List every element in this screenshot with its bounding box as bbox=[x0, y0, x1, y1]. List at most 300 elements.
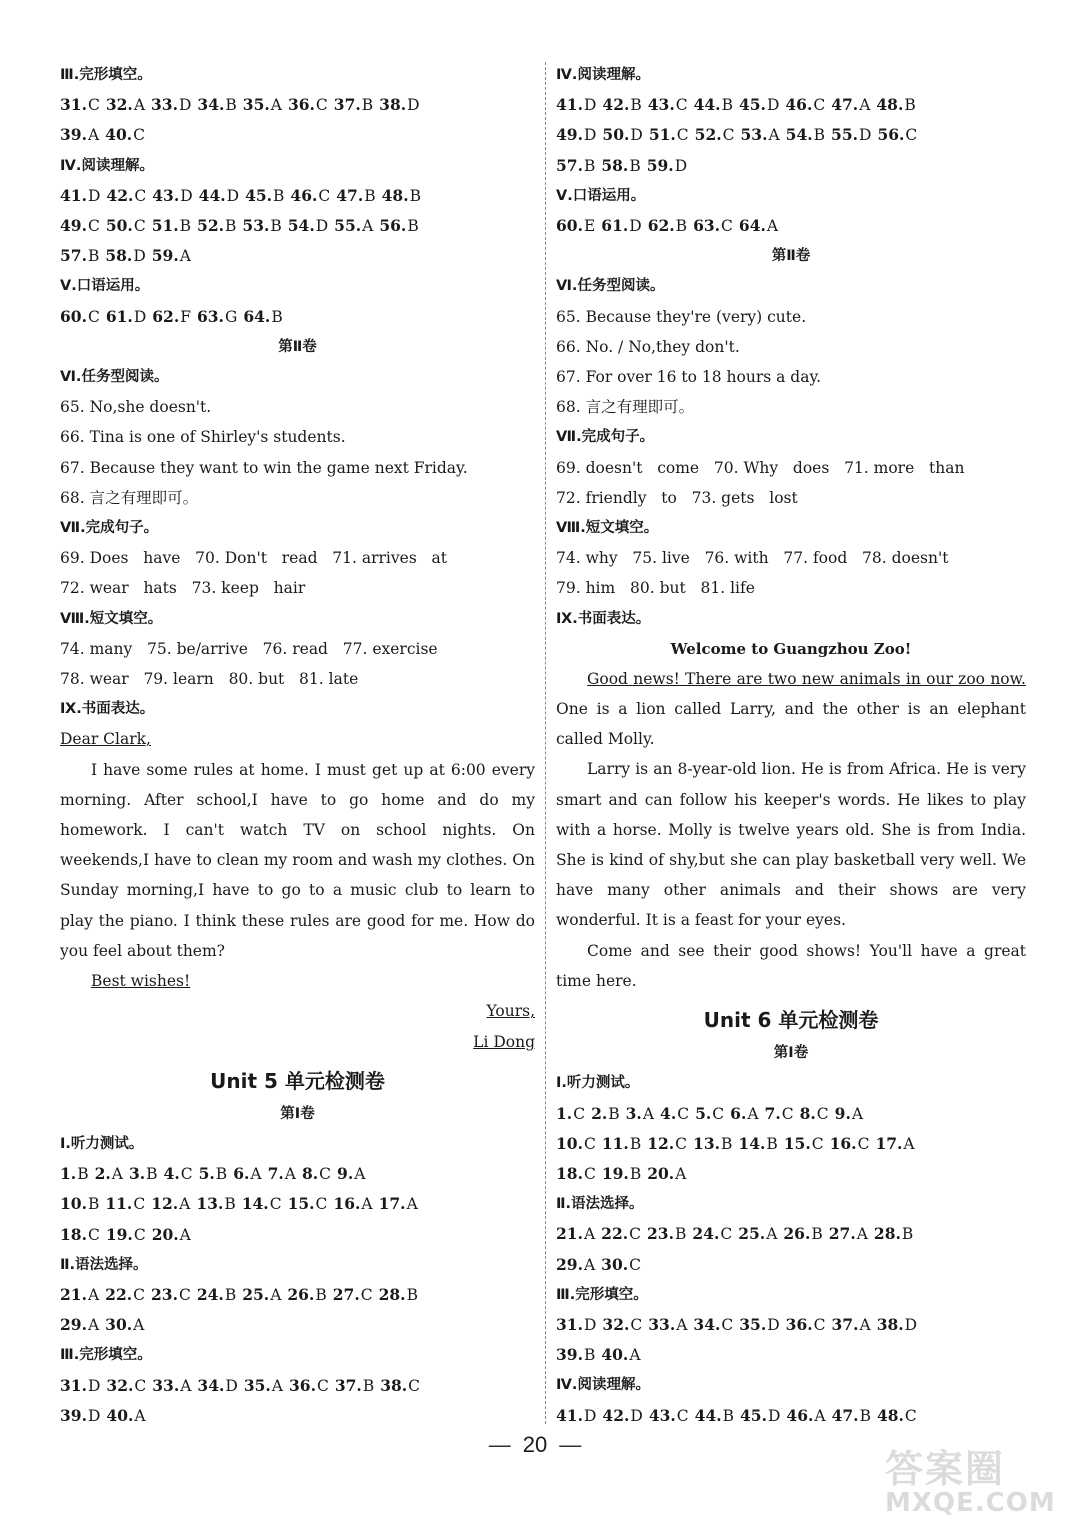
answer-item bbox=[379, 1280, 418, 1310]
answer-item bbox=[738, 1129, 777, 1159]
volume-heading: 第Ⅱ卷 bbox=[278, 338, 317, 355]
answer-number: 63. bbox=[196, 306, 224, 326]
answer-item bbox=[106, 90, 145, 120]
answer-item bbox=[601, 1340, 640, 1370]
answer-item bbox=[602, 1159, 641, 1189]
answer-number: 7. bbox=[764, 1103, 781, 1123]
section-label: Ⅳ.阅读理解。 bbox=[556, 67, 650, 83]
section-label: Ⅲ.完形填空。 bbox=[60, 1347, 152, 1364]
answer-item bbox=[288, 90, 328, 120]
answer-item bbox=[647, 1219, 686, 1249]
answer-letter: A bbox=[768, 126, 780, 145]
answer-letter: C bbox=[904, 1406, 917, 1425]
answer-number: 32. bbox=[602, 1314, 630, 1334]
answer-row bbox=[60, 241, 535, 271]
answer-number: 42. bbox=[106, 185, 134, 205]
answer-item bbox=[800, 1099, 829, 1129]
answer-row bbox=[60, 1220, 535, 1250]
answer-letter: D bbox=[87, 1376, 101, 1395]
answer-letter: B bbox=[406, 1285, 418, 1304]
answer-letter: A bbox=[179, 1195, 191, 1214]
answer-letter: C bbox=[134, 186, 147, 205]
answer-row bbox=[60, 211, 535, 241]
section-label: Ⅵ.任务型阅读。 bbox=[60, 369, 169, 386]
answer-item bbox=[602, 1310, 642, 1340]
answer-letter: C bbox=[583, 1164, 596, 1183]
answer-item bbox=[335, 1371, 374, 1401]
answer-item bbox=[556, 1310, 596, 1340]
answer-number: 18. bbox=[60, 1224, 87, 1244]
answer-letter: B bbox=[722, 1406, 735, 1425]
answer-letter: D bbox=[583, 96, 597, 115]
answer-letter: B bbox=[901, 1225, 914, 1244]
answer-number: 1. bbox=[60, 1164, 77, 1184]
answer-letter: A bbox=[583, 1255, 596, 1274]
answer-letter: C bbox=[816, 1104, 829, 1123]
answer-letter: C bbox=[676, 1406, 689, 1425]
answer-letter: C bbox=[712, 1104, 725, 1123]
answer-item bbox=[786, 120, 825, 150]
answer-number: 20. bbox=[151, 1224, 179, 1244]
answer-number: 56. bbox=[379, 216, 407, 236]
answer-letter: A bbox=[179, 247, 191, 266]
section-label: Ⅱ.语法选择。 bbox=[556, 1196, 644, 1213]
answer-line: 65. No,she doesn't. bbox=[60, 398, 212, 417]
answer-item bbox=[151, 1189, 190, 1219]
answer-item bbox=[692, 1219, 732, 1249]
answer-number: 48. bbox=[381, 185, 409, 205]
answer-item bbox=[151, 1280, 191, 1310]
answer-letter: A bbox=[362, 217, 374, 236]
answer-number: 48. bbox=[876, 1405, 904, 1425]
answer-letter: B bbox=[361, 96, 374, 115]
answer-item bbox=[784, 1129, 824, 1159]
answer-number: 17. bbox=[875, 1133, 903, 1153]
answer-letter: D bbox=[859, 126, 872, 145]
answer-letter: C bbox=[180, 1165, 193, 1184]
answer-item bbox=[556, 90, 596, 120]
answer-item bbox=[741, 120, 780, 150]
answer-line: 68. 言之有理即可。 bbox=[60, 488, 199, 507]
answer-number: 21. bbox=[60, 1284, 87, 1304]
answer-letter: A bbox=[271, 1376, 283, 1395]
answer-item bbox=[199, 1159, 228, 1189]
answer-item bbox=[785, 90, 825, 120]
answer-letter: C bbox=[319, 1165, 332, 1184]
unit-title: Unit 5 单元检测卷 bbox=[210, 1068, 385, 1093]
column-divider bbox=[545, 62, 546, 1424]
answer-letter: C bbox=[721, 1315, 734, 1334]
answer-letter: B bbox=[583, 156, 596, 175]
answer-item bbox=[289, 1371, 329, 1401]
answer-item bbox=[106, 302, 146, 332]
answer-item bbox=[556, 120, 596, 150]
answer-number: 19. bbox=[601, 1163, 629, 1183]
answer-row bbox=[60, 1371, 535, 1401]
answer-item bbox=[334, 90, 373, 120]
answer-letter: B bbox=[630, 96, 642, 115]
answer-letter: C bbox=[629, 1255, 642, 1274]
answer-letter: C bbox=[573, 1104, 586, 1123]
answer-number: 51. bbox=[648, 125, 676, 145]
answer-number: 37. bbox=[831, 1314, 859, 1334]
answer-item bbox=[152, 1371, 191, 1401]
answer-row bbox=[60, 1189, 535, 1219]
answer-letter: A bbox=[642, 1104, 655, 1123]
essay-paragraph: Larry is an 8-year-old lion. He is from Africa. He is very smart and can follow his keeper's words. He likes to play with a horse. Molly is twelve years old. She is from India. She is kind of shy,but she can play basketball very well. We have many other animals and their shows are very wonderful. It is a feast for your eyes. bbox=[556, 760, 1026, 930]
answer-item bbox=[106, 211, 146, 241]
answer-letter: C bbox=[677, 1104, 690, 1123]
answer-row bbox=[60, 120, 535, 150]
answer-letter: C bbox=[583, 1134, 596, 1153]
answer-letter: B bbox=[859, 1406, 871, 1425]
answer-number: 39. bbox=[60, 125, 87, 145]
answer-letter: B bbox=[811, 1225, 823, 1244]
answer-letter: B bbox=[146, 1165, 158, 1184]
answer-letter: B bbox=[271, 307, 283, 326]
answer-letter: D bbox=[87, 186, 101, 205]
answer-item bbox=[268, 1159, 296, 1189]
answer-item bbox=[333, 1189, 372, 1219]
answer-row bbox=[60, 1159, 535, 1189]
answer-letter: D bbox=[630, 126, 643, 145]
answer-item bbox=[695, 1401, 734, 1431]
answer-item bbox=[337, 1159, 365, 1189]
answer-item bbox=[556, 1401, 596, 1431]
answer-item bbox=[786, 1401, 825, 1431]
answer-row bbox=[556, 90, 1026, 120]
answer-letter: C bbox=[87, 217, 100, 236]
answer-letter: D bbox=[87, 1406, 101, 1425]
answer-item bbox=[647, 151, 687, 181]
answer-letter: C bbox=[781, 1104, 794, 1123]
answer-row bbox=[556, 1099, 1026, 1129]
answer-item bbox=[380, 1371, 420, 1401]
answer-letter: A bbox=[270, 1285, 282, 1304]
answer-letter: C bbox=[675, 1134, 688, 1153]
answer-letter: B bbox=[407, 217, 419, 236]
answer-number: 24. bbox=[692, 1224, 720, 1244]
answer-letter: B bbox=[315, 1285, 327, 1304]
answer-row bbox=[556, 151, 1026, 181]
answer-number: 46. bbox=[785, 95, 813, 115]
answer-line: 69. doesn't come 70. Why does 71. more than bbox=[556, 458, 965, 477]
answer-item bbox=[647, 1159, 686, 1189]
answer-number: 26. bbox=[287, 1284, 315, 1304]
answer-number: 25. bbox=[738, 1224, 766, 1244]
section-label: Ⅰ.听力测试。 bbox=[556, 1075, 640, 1092]
answer-number: 5. bbox=[695, 1103, 712, 1123]
answer-letter: A bbox=[361, 1195, 373, 1214]
answer-number: 27. bbox=[332, 1284, 360, 1304]
answer-letter: C bbox=[722, 126, 735, 145]
answer-number: 31. bbox=[60, 1375, 87, 1395]
answer-item bbox=[601, 1250, 641, 1280]
answer-letter: C bbox=[315, 96, 328, 115]
answer-number: 37. bbox=[334, 1375, 362, 1395]
answer-item bbox=[740, 1401, 780, 1431]
essay-underlined-text: Good news! There are two new animals in our zoo now. bbox=[587, 669, 1026, 688]
page-number: 20 bbox=[522, 1432, 548, 1457]
answer-number: 34. bbox=[693, 1314, 721, 1334]
answer-number: 54. bbox=[785, 125, 813, 145]
answer-line: 67. For over 16 to 18 hours a day. bbox=[556, 368, 822, 387]
answer-number: 11. bbox=[601, 1133, 629, 1153]
answer-number: 43. bbox=[152, 185, 180, 205]
answer-number: 53. bbox=[740, 125, 768, 145]
answer-item bbox=[336, 181, 375, 211]
answer-number: 13. bbox=[196, 1194, 224, 1214]
answer-item bbox=[152, 181, 192, 211]
answer-number: 50. bbox=[105, 216, 133, 236]
answer-letter: D bbox=[133, 307, 147, 326]
answer-letter: B bbox=[225, 96, 237, 115]
section-label: Ⅶ.完成句子。 bbox=[556, 429, 655, 446]
answer-item bbox=[693, 1129, 732, 1159]
answer-letter: C bbox=[629, 1225, 642, 1244]
answer-line: 74. many 75. be/arrive 76. read 77. exercise bbox=[60, 639, 438, 658]
answer-number: 45. bbox=[738, 95, 766, 115]
answer-number: 40. bbox=[105, 125, 133, 145]
answer-letter: C bbox=[315, 1195, 328, 1214]
answer-item bbox=[556, 1219, 595, 1249]
answer-number: 6. bbox=[730, 1103, 747, 1123]
letter-sign-name-text: Li Dong bbox=[473, 1032, 535, 1051]
answer-letter: C bbox=[630, 1315, 643, 1334]
answer-letter: C bbox=[87, 1225, 100, 1244]
unit-title: Unit 6 单元检测卷 bbox=[703, 1008, 879, 1033]
answer-letter: A bbox=[87, 1316, 100, 1335]
answer-number: 64. bbox=[738, 216, 766, 236]
answer-number: 9. bbox=[337, 1164, 354, 1184]
answer-line: 66. No. / No,they don't. bbox=[556, 337, 740, 356]
answer-item bbox=[556, 1159, 596, 1189]
watermark-url: MXQE.COM bbox=[885, 1488, 1056, 1518]
answer-line: 74. why 75. live 76. with 77. food 78. doesn't bbox=[556, 549, 949, 568]
answer-row bbox=[60, 90, 535, 120]
answer-letter: A bbox=[250, 1165, 262, 1184]
answer-number: 37. bbox=[333, 95, 361, 115]
answer-number: 21. bbox=[556, 1224, 583, 1244]
answer-number: 59. bbox=[646, 155, 674, 175]
watermark-text: 答案圈 bbox=[885, 1447, 1006, 1491]
answer-number: 43. bbox=[648, 1405, 676, 1425]
answer-item bbox=[694, 90, 733, 120]
answer-letter: D bbox=[904, 1315, 918, 1334]
answer-item bbox=[242, 1189, 282, 1219]
answer-letter: C bbox=[133, 1195, 146, 1214]
answer-item bbox=[106, 1220, 146, 1250]
answer-number: 46. bbox=[786, 1405, 814, 1425]
answer-item bbox=[602, 120, 642, 150]
answer-letter: A bbox=[87, 1285, 100, 1304]
letter-closing bbox=[60, 966, 535, 996]
answer-item bbox=[831, 120, 871, 150]
answer-item bbox=[835, 1099, 863, 1129]
answer-item bbox=[832, 1401, 871, 1431]
answer-letter: D bbox=[767, 1315, 780, 1334]
answer-number: 62. bbox=[647, 216, 675, 236]
answer-number: 8. bbox=[799, 1103, 816, 1123]
answer-letter: A bbox=[406, 1195, 418, 1214]
answer-number: 32. bbox=[105, 95, 133, 115]
section-label: Ⅵ.任务型阅读。 bbox=[556, 278, 665, 295]
answer-letter: D bbox=[630, 1406, 643, 1425]
answer-item bbox=[738, 1219, 777, 1249]
answer-letter: D bbox=[407, 96, 420, 115]
answer-item bbox=[60, 1401, 100, 1431]
section-label: Ⅸ.书面表达。 bbox=[556, 610, 651, 627]
answer-number: 60. bbox=[60, 306, 87, 326]
answer-letter: A bbox=[859, 96, 871, 115]
answer-number: 3. bbox=[128, 1164, 146, 1184]
answer-item bbox=[874, 1219, 913, 1249]
letter-body: I have some rules at home. I must get up at 6:00 every morning. After school,I have to go home and do my homework. I can't watch TV on school nights. On weekends,I have to clean my room and wash my clothes. On Sunday morning,I have to go to a music club to learn to play the piano. I think these rules are good for me. How do you feel about them? bbox=[60, 760, 535, 960]
answer-item bbox=[739, 1310, 779, 1340]
answer-number: 61. bbox=[601, 216, 629, 236]
answer-item bbox=[379, 211, 418, 241]
answer-number: 31. bbox=[60, 95, 87, 115]
answer-item bbox=[199, 181, 239, 211]
answer-item bbox=[60, 90, 100, 120]
answer-item bbox=[60, 1159, 89, 1189]
answer-item bbox=[243, 90, 282, 120]
answer-letter: C bbox=[905, 126, 918, 145]
answer-letter: C bbox=[178, 1285, 191, 1304]
section-label: Ⅷ.短文填空。 bbox=[60, 610, 163, 627]
answer-letter: A bbox=[134, 1406, 146, 1425]
answer-letter: E bbox=[583, 217, 596, 236]
answer-number: 61. bbox=[105, 306, 133, 326]
answer-letter: A bbox=[583, 1225, 596, 1244]
answer-letter: B bbox=[362, 1376, 375, 1395]
answer-letter: B bbox=[583, 1346, 596, 1365]
answer-row bbox=[60, 181, 535, 211]
answer-item bbox=[693, 211, 733, 241]
section-label: Ⅲ.完形填空。 bbox=[60, 67, 152, 83]
answer-item bbox=[556, 1129, 596, 1159]
answer-line: 78. wear 79. learn 80. but 81. late bbox=[60, 670, 359, 689]
answer-item bbox=[60, 302, 100, 332]
answer-number: 35. bbox=[242, 95, 270, 115]
answer-letter: B bbox=[270, 217, 282, 236]
answer-letter: B bbox=[224, 1285, 237, 1304]
answer-letter: A bbox=[179, 1225, 191, 1244]
answer-letter: C bbox=[360, 1285, 373, 1304]
answer-item bbox=[648, 1310, 687, 1340]
answer-item bbox=[105, 1280, 145, 1310]
answer-item bbox=[556, 1099, 585, 1129]
answer-item bbox=[302, 1159, 331, 1189]
answer-letter: B bbox=[364, 186, 376, 205]
answer-letter: C bbox=[87, 307, 100, 326]
answer-letter: A bbox=[856, 1225, 868, 1244]
answer-item bbox=[334, 211, 373, 241]
answer-number: 18. bbox=[556, 1163, 583, 1183]
answer-item bbox=[695, 120, 735, 150]
section-label: Ⅲ.完形填空。 bbox=[556, 1286, 648, 1303]
answer-number: 41. bbox=[556, 1405, 583, 1425]
answer-letter: A bbox=[270, 96, 282, 115]
answer-item bbox=[556, 1340, 595, 1370]
letter-sign-name bbox=[60, 1027, 535, 1057]
answer-letter: C bbox=[721, 217, 733, 236]
answer-letter: A bbox=[111, 1165, 123, 1184]
answer-item bbox=[164, 1159, 193, 1189]
answer-item bbox=[877, 1401, 917, 1431]
answer-number: 25. bbox=[242, 1284, 270, 1304]
answer-item bbox=[730, 1099, 758, 1129]
answer-item bbox=[95, 1159, 123, 1189]
answer-item bbox=[649, 120, 689, 150]
answer-number: 55. bbox=[334, 216, 362, 236]
answer-item bbox=[197, 90, 236, 120]
answer-item bbox=[626, 1099, 654, 1129]
answer-number: 20. bbox=[647, 1163, 675, 1183]
answer-letter: D bbox=[766, 96, 780, 115]
answer-item bbox=[601, 151, 640, 181]
section-label: Ⅶ.完成句子。 bbox=[60, 520, 159, 537]
answer-item bbox=[105, 120, 145, 150]
answer-letter: B bbox=[629, 156, 641, 175]
answer-number: 45. bbox=[740, 1405, 767, 1425]
answer-item bbox=[287, 1280, 326, 1310]
essay-title: Welcome to Guangzhou Zoo! bbox=[670, 639, 912, 658]
answer-number: 39. bbox=[60, 1405, 87, 1425]
essay-paragraph: Come and see their good shows! You'll have a great time here. bbox=[556, 941, 1026, 990]
essay-text: One is a lion called Larry, and the other is an elephant called Molly. bbox=[556, 700, 1026, 749]
answer-item bbox=[242, 1280, 281, 1310]
answer-line: 79. him 80. but 81. life bbox=[556, 579, 755, 598]
answer-number: 64. bbox=[243, 306, 271, 326]
answer-letter: A bbox=[903, 1134, 915, 1153]
answer-number: 3. bbox=[625, 1103, 642, 1123]
answer-letter: A bbox=[747, 1104, 759, 1123]
answer-number: 16. bbox=[829, 1133, 857, 1153]
answer-item bbox=[602, 90, 641, 120]
answer-number: 41. bbox=[556, 95, 583, 115]
answer-letter: C bbox=[133, 1285, 146, 1304]
letter-greeting: Dear Clark, bbox=[60, 730, 151, 749]
answer-letter: B bbox=[674, 1225, 687, 1244]
answer-letter: C bbox=[316, 1376, 329, 1395]
answer-letter: A bbox=[851, 1104, 864, 1123]
answer-item bbox=[693, 1310, 733, 1340]
answer-number: 7. bbox=[267, 1164, 284, 1184]
answer-number: 30. bbox=[105, 1315, 133, 1335]
section-label: Ⅳ.阅读理解。 bbox=[60, 157, 154, 174]
answer-number: 44. bbox=[198, 185, 226, 205]
answer-item bbox=[244, 1371, 283, 1401]
answer-letter: D bbox=[226, 186, 240, 205]
answer-number: 33. bbox=[151, 95, 178, 115]
answer-item bbox=[875, 1129, 914, 1159]
answer-number: 41. bbox=[60, 185, 87, 205]
answer-item bbox=[106, 1401, 145, 1431]
answer-number: 57. bbox=[60, 246, 87, 266]
answer-letter: D bbox=[629, 217, 642, 236]
left-column bbox=[60, 60, 535, 1431]
footer-dash-right: — bbox=[559, 1432, 582, 1457]
answer-number: 15. bbox=[287, 1194, 315, 1214]
answer-row bbox=[556, 1129, 1026, 1159]
answer-item bbox=[333, 1280, 373, 1310]
answer-number: 49. bbox=[60, 216, 87, 236]
answer-item bbox=[602, 1401, 642, 1431]
answer-number: 42. bbox=[602, 95, 630, 115]
answer-item bbox=[647, 1129, 687, 1159]
answer-letter: A bbox=[766, 217, 779, 236]
